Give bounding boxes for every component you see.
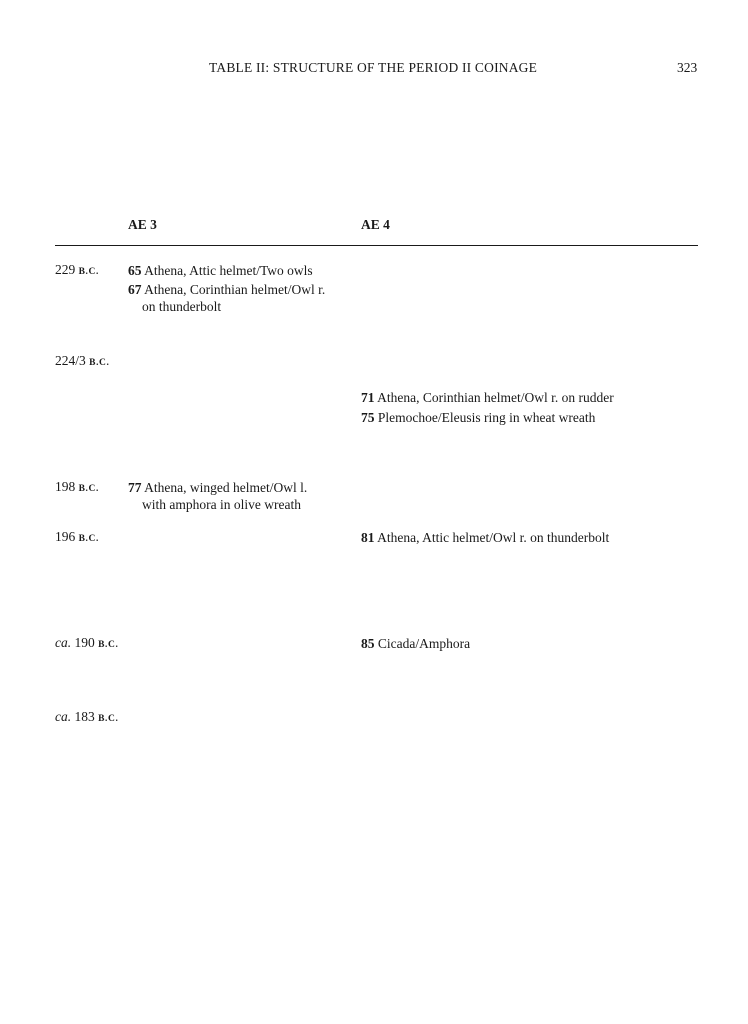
- coin-entry: [128, 479, 307, 513]
- date-label: [55, 529, 99, 545]
- date-circa: ca.: [55, 709, 72, 724]
- date-year: 198: [55, 479, 76, 494]
- coin-entry: [361, 635, 470, 652]
- catalogue-number: 85: [361, 636, 375, 651]
- coin-description-continued: with amphora in olive wreath: [142, 497, 301, 512]
- date-era: B.C.: [78, 267, 99, 277]
- coin-entry: [128, 262, 313, 279]
- coin-description: Plemochoe/Eleusis ring in wheat wreath: [377, 410, 596, 425]
- date-circa: ca.: [55, 635, 72, 650]
- column-header-ae4: AE 4: [361, 217, 390, 232]
- date-era: B.C.: [89, 358, 110, 368]
- coin-description: Cicada/Amphora: [377, 636, 471, 651]
- date-year: 229: [55, 262, 76, 277]
- column-header-ae3: AE 3: [128, 217, 157, 232]
- date-era: B.C.: [78, 534, 99, 544]
- date-year: 183: [74, 709, 95, 724]
- coin-description: Athena, Corinthian helmet/Owl r. on rudder: [377, 390, 614, 405]
- coin-description: Athena, winged helmet/Owl l.: [144, 480, 308, 495]
- coin-entry: [361, 389, 614, 406]
- date-label: [55, 479, 99, 495]
- date-label: [55, 635, 118, 651]
- date-label: [55, 262, 99, 278]
- coin-description: Athena, Corinthian helmet/Owl r.: [144, 282, 326, 297]
- catalogue-number: 67: [128, 282, 142, 297]
- date-year: 224/3: [55, 353, 86, 368]
- catalogue-number: 81: [361, 530, 375, 545]
- catalogue-number: 75: [361, 410, 375, 425]
- catalogue-number: 77: [128, 480, 142, 495]
- coin-description: Athena, Attic helmet/Two owls: [144, 263, 313, 278]
- date-year: 196: [55, 529, 76, 544]
- header-rule: [55, 245, 698, 246]
- date-label: [55, 709, 118, 725]
- date-year: 190: [74, 635, 95, 650]
- date-label: [55, 353, 110, 369]
- date-era: B.C.: [78, 484, 99, 494]
- coin-description: Athena, Attic helmet/Owl r. on thunderbolt: [377, 530, 610, 545]
- coin-entry: [128, 281, 325, 315]
- page-title: TABLE II: STRUCTURE OF THE PERIOD II COINAGE: [209, 60, 538, 75]
- catalogue-number: 71: [361, 390, 375, 405]
- date-era: B.C.: [98, 714, 119, 724]
- coin-description-continued: on thunderbolt: [142, 299, 222, 314]
- page-number: 323: [677, 60, 698, 75]
- date-era: B.C.: [98, 640, 119, 650]
- coin-entry: [361, 409, 595, 426]
- coin-entry: [361, 529, 609, 546]
- catalogue-number: 65: [128, 263, 142, 278]
